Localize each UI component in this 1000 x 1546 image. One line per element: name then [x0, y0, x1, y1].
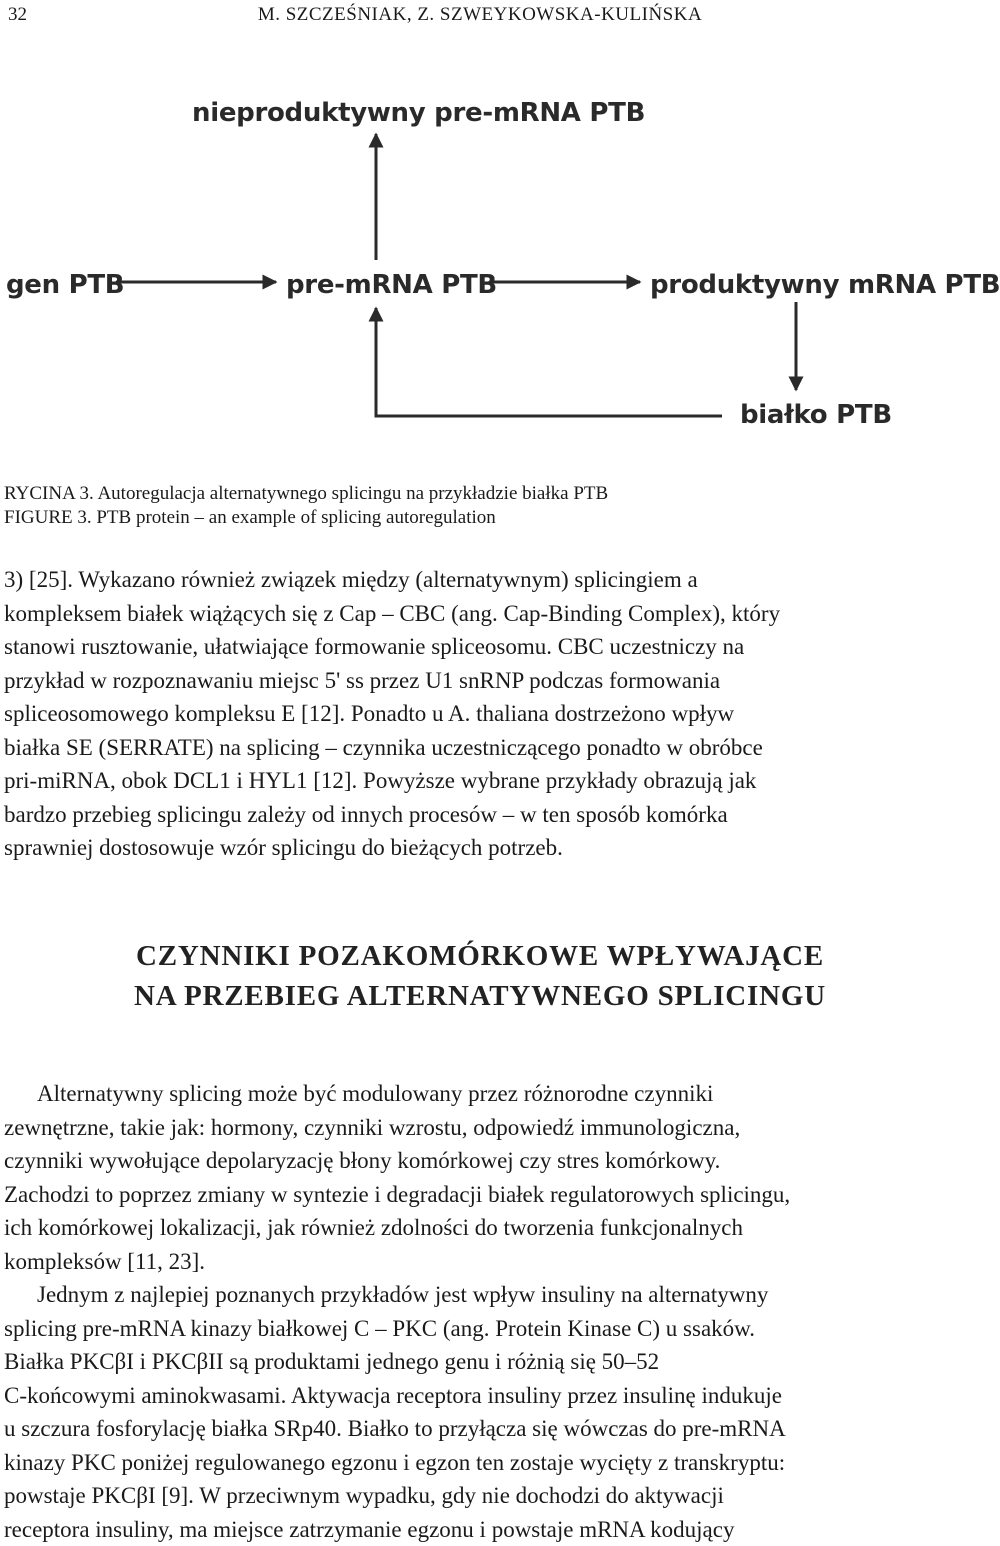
protein-feedback-line: [376, 308, 722, 416]
node-gene-ptb: gen PTB: [6, 270, 124, 300]
node-ptb-protein: białko PTB: [740, 400, 892, 430]
paragraph-2-line: Alternatywny splicing może być modulowany przez różnorodne czynniki: [4, 1077, 956, 1111]
paragraph-1-line: sprawniej dostosowuje wzór splicingu do bieżących potrzeb.: [4, 831, 956, 865]
running-header: M. SZCZEŚNIAK, Z. SZWEYKOWSKA-KULIŃSKA: [230, 4, 730, 26]
paragraph-2-line: kompleksów [11, 23].: [4, 1245, 956, 1279]
figure-caption-en: FIGURE 3. PTB protein – an example of splicing autoregulation: [4, 506, 496, 530]
paragraph-1-line: 3) [25]. Wykazano również związek między (alternatywnym) splicingiem a: [4, 563, 956, 597]
paragraph-3-line: splicing pre-mRNA kinazy białkowej C – PKC (ang. Protein Kinase C) u ssaków.: [4, 1312, 956, 1346]
paragraph-1-line: spliceosomowego kompleksu E [12]. Ponadto u A. thaliana dostrzeżono wpływ: [4, 697, 956, 731]
paragraph-3-line: receptora insuliny, ma miejsce zatrzymanie egzonu i powstaje mRNA kodujący: [4, 1513, 956, 1546]
node-productive-mrna: produktywny mRNA PTB: [650, 270, 1000, 300]
paragraph-2-line: czynniki wywołujące depolaryzację błony komórkowej czy stres komórkowy.: [4, 1144, 956, 1178]
ptb-autoregulation-figure: [0, 60, 960, 440]
node-unproductive-pre-mrna: nieproduktywny pre-mRNA PTB: [192, 98, 645, 128]
paragraph-3-line: powstaje PKCβI [9]. W przeciwnym wypadku, gdy nie dochodzi do aktywacji: [4, 1479, 956, 1513]
figure-caption-pl: RYCINA 3. Autoregulacja alternatywnego splicingu na przykładzie białka PTB: [4, 482, 608, 506]
paragraph-3-line: Jednym z najlepiej poznanych przykładów jest wpływ insuliny na alternatywny: [4, 1278, 956, 1312]
paragraph-2-line: Zachodzi to poprzez zmiany w syntezie i degradacji białek regulatorowych splicingu,: [4, 1178, 956, 1212]
page-number: 32: [8, 4, 27, 26]
paragraph-1-line: kompleksem białek wiążących się z Cap – CBC (ang. Cap-Binding Complex), który: [4, 597, 956, 631]
paragraph-1-line: bardzo przebieg splicingu zależy od innych procesów – w ten sposób komórka: [4, 798, 956, 832]
paragraph-2: [4, 1077, 956, 1546]
paragraph-1-line: białka SE (SERRATE) na splicing – czynnika uczestniczącego ponadto w obróbce: [4, 731, 956, 765]
paragraph-1-line: stanowi rusztowanie, ułatwiające formowanie spliceosomu. CBC uczestniczy na: [4, 630, 956, 664]
section-heading-line-2: NA PRZEBIEG ALTERNATYWNEGO SPLICINGU: [0, 976, 960, 1016]
paragraph-3-line: kinazy PKC poniżej regulowanego egzonu i egzon ten zostaje wycięty z transkryptu:: [4, 1446, 956, 1480]
paragraph-1-line: przykład w rozpoznawaniu miejsc 5' ss przez U1 snRNP podczas formowania: [4, 664, 956, 698]
paragraph-1: [4, 563, 956, 865]
paragraph-2-line: zewnętrzne, takie jak: hormony, czynniki wzrostu, odpowiedź immunologiczna,: [4, 1111, 956, 1145]
paragraph-3-line: u szczura fosforylację białka SRp40. Białko to przyłącza się wówczas do pre-mRNA: [4, 1412, 956, 1446]
paragraph-3-line: Białka PKCβI i PKCβII są produktami jednego genu i różnią się 50–52: [4, 1345, 956, 1379]
paragraph-2-line: ich komórkowej lokalizacji, jak również zdolności do tworzenia funkcjonalnych: [4, 1211, 956, 1245]
node-pre-mrna-ptb: pre-mRNA PTB: [286, 270, 497, 300]
paragraph-1-line: pri-miRNA, obok DCL1 i HYL1 [12]. Powyższe wybrane przykłady obrazują jak: [4, 764, 956, 798]
section-heading: [0, 936, 960, 1016]
paragraph-3-line: C-końcowymi aminokwasami. Aktywacja receptora insuliny przez insulinę indukuje: [4, 1379, 956, 1413]
section-heading-line-1: CZYNNIKI POZAKOMÓRKOWE WPŁYWAJĄCE: [0, 936, 960, 976]
